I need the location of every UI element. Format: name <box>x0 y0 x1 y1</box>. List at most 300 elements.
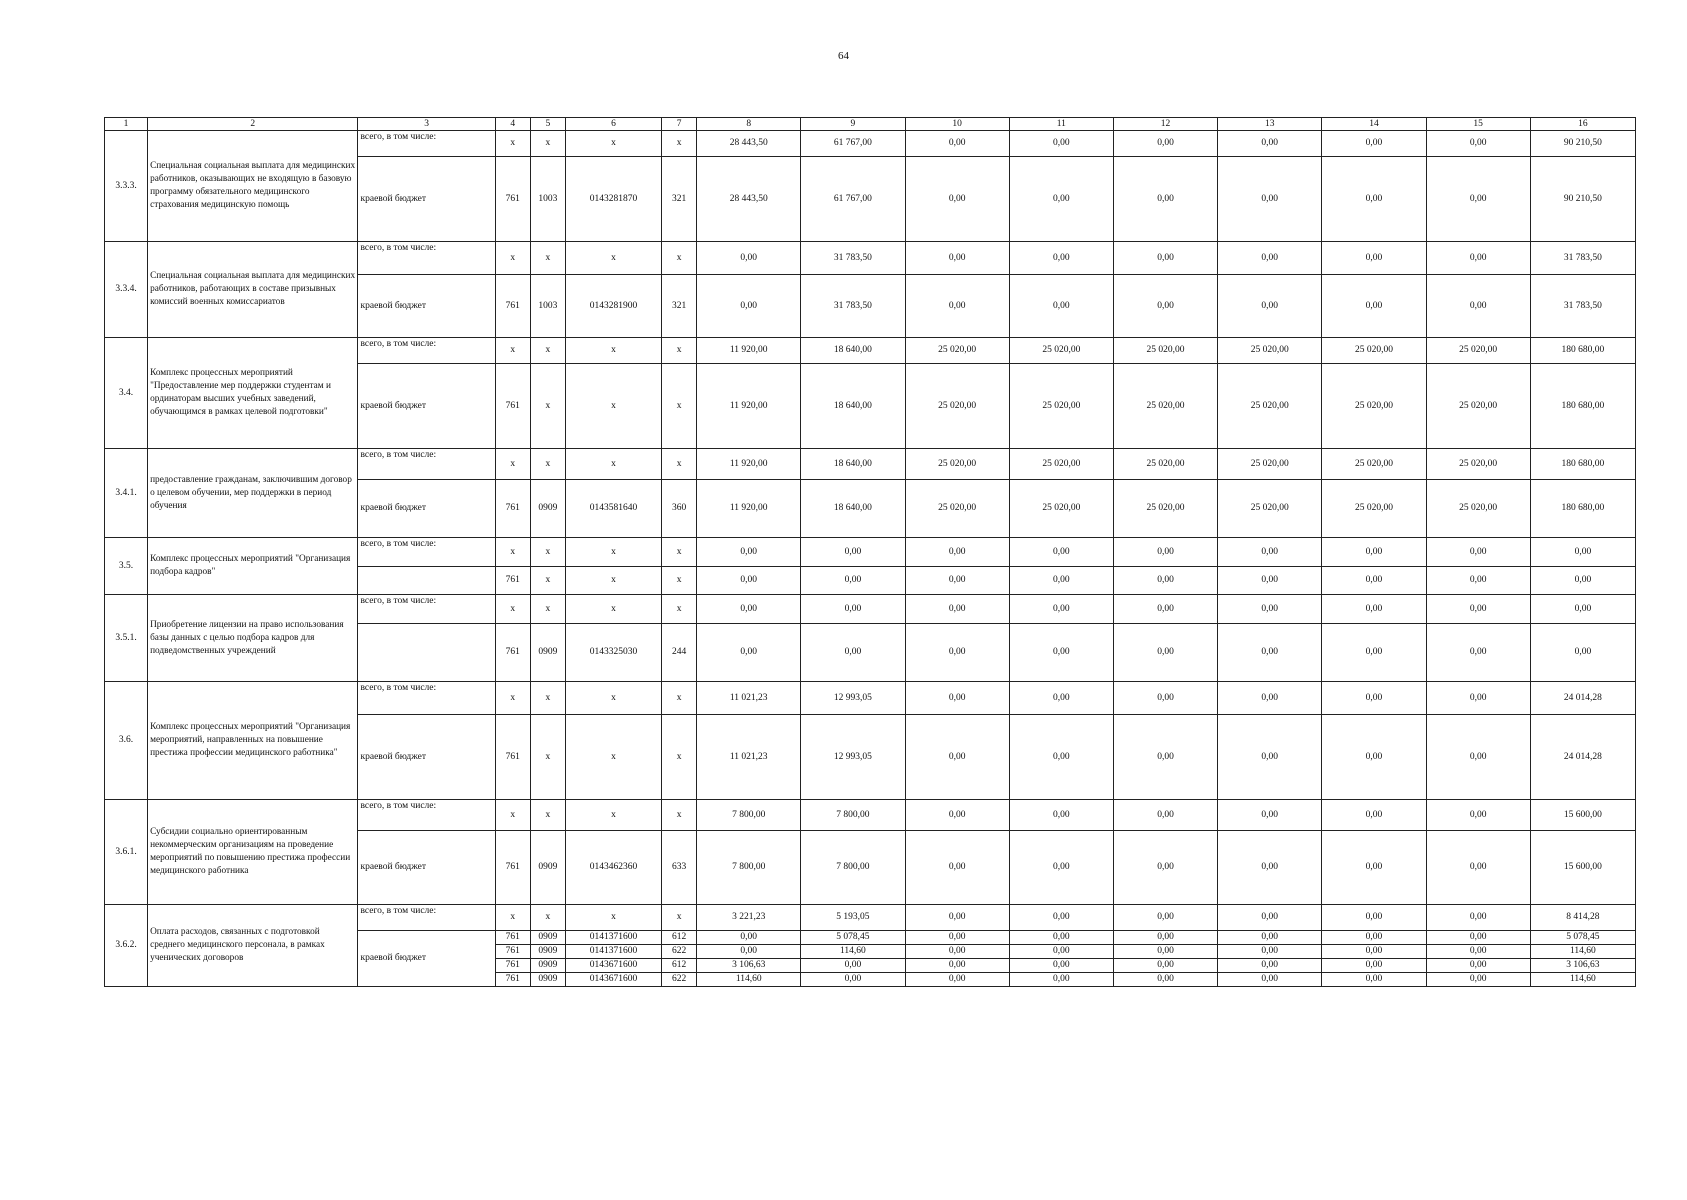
table-cell: 0,00 <box>1009 831 1113 905</box>
table-cell: 7 800,00 <box>801 831 905 905</box>
table-cell: 25 020,00 <box>1426 449 1530 480</box>
table-cell: 11 021,23 <box>697 682 801 715</box>
table-cell: 25 020,00 <box>905 364 1009 449</box>
table-cell: 0,00 <box>905 595 1009 624</box>
table-cell: 5 078,45 <box>1530 931 1635 945</box>
table-cell: 0,00 <box>1426 242 1530 275</box>
table-cell: 28 443,50 <box>697 131 801 157</box>
table-cell: 5 078,45 <box>801 931 905 945</box>
table-cell: 761 <box>495 945 530 959</box>
table-cell: 0,00 <box>1009 595 1113 624</box>
table-cell: 761 <box>495 973 530 987</box>
table-cell: x <box>565 449 661 480</box>
table-cell: 0,00 <box>1322 945 1426 959</box>
column-header-12: 12 <box>1113 118 1217 131</box>
table-cell: 0,00 <box>801 538 905 567</box>
table-cell: 0,00 <box>1322 538 1426 567</box>
funding-source: всего, в том числе: <box>358 242 495 275</box>
table-cell: x <box>662 538 697 567</box>
table-cell: 761 <box>495 624 530 682</box>
table-cell: x <box>565 715 661 800</box>
funding-source: краевой бюджет <box>358 480 495 538</box>
table-cell: 0,00 <box>1009 800 1113 831</box>
table-cell: 0,00 <box>1113 715 1217 800</box>
table-cell: 0,00 <box>1530 538 1635 567</box>
row-name: Субсидии социально ориентированным некоммерческим организациям на проведение мероприятий по повышению престижа профессии медицинского работника <box>148 800 358 905</box>
table-cell: 0,00 <box>1322 131 1426 157</box>
table-cell: 622 <box>662 973 697 987</box>
table-cell: 18 640,00 <box>801 338 905 364</box>
table-cell: 0,00 <box>1009 715 1113 800</box>
table-cell: 28 443,50 <box>697 157 801 242</box>
table-cell: x <box>495 242 530 275</box>
table-cell: 0,00 <box>697 275 801 338</box>
table-cell: 0141371600 <box>565 931 661 945</box>
table-cell: 0,00 <box>1426 831 1530 905</box>
table-cell: 0,00 <box>1426 931 1530 945</box>
table-cell: 5 193,05 <box>801 905 905 931</box>
table-cell: 0143671600 <box>565 959 661 973</box>
table-cell: 0,00 <box>697 595 801 624</box>
column-header-14: 14 <box>1322 118 1426 131</box>
table-cell: 761 <box>495 567 530 595</box>
table-cell: 25 020,00 <box>1218 449 1322 480</box>
table-cell: 0,00 <box>1426 131 1530 157</box>
table-cell: 0,00 <box>697 242 801 275</box>
row-code: 3.5.1. <box>105 595 148 682</box>
table-cell: 31 783,50 <box>1530 242 1635 275</box>
table-cell: 0,00 <box>801 595 905 624</box>
table-cell: 0909 <box>530 945 565 959</box>
table-cell: 0143281900 <box>565 275 661 338</box>
table-cell: 0,00 <box>1426 157 1530 242</box>
table-cell: 0,00 <box>1218 831 1322 905</box>
table-cell: 0,00 <box>905 157 1009 242</box>
table-cell: 24 014,28 <box>1530 682 1635 715</box>
table-cell: 633 <box>662 831 697 905</box>
table-cell: x <box>530 800 565 831</box>
table-cell: 0909 <box>530 959 565 973</box>
table-cell: 25 020,00 <box>1009 338 1113 364</box>
table-cell: x <box>495 449 530 480</box>
table-cell: 0143581640 <box>565 480 661 538</box>
table-cell: x <box>565 567 661 595</box>
row-code: 3.3.3. <box>105 131 148 242</box>
table-cell: 0,00 <box>905 275 1009 338</box>
table-cell: 0,00 <box>1322 973 1426 987</box>
table-cell: 0,00 <box>1218 275 1322 338</box>
table-cell: 0,00 <box>1426 973 1530 987</box>
table-cell: 12 993,05 <box>801 682 905 715</box>
table-row-total <box>105 449 1636 480</box>
table-cell: 0,00 <box>1530 624 1635 682</box>
table-cell: x <box>530 338 565 364</box>
table-cell: 25 020,00 <box>1322 364 1426 449</box>
table-cell: 0,00 <box>1009 959 1113 973</box>
table-cell: 0143462360 <box>565 831 661 905</box>
table-cell: 0,00 <box>1322 800 1426 831</box>
table-cell: 0143671600 <box>565 973 661 987</box>
table-cell: 0,00 <box>905 905 1009 931</box>
table-cell: 0143281870 <box>565 157 661 242</box>
table-cell: 0,00 <box>905 973 1009 987</box>
table-cell: 0,00 <box>905 931 1009 945</box>
table-cell: 0909 <box>530 831 565 905</box>
table-cell: 0141371600 <box>565 945 661 959</box>
table-cell: 0,00 <box>1218 595 1322 624</box>
table-cell: 0,00 <box>801 567 905 595</box>
table-cell: 0,00 <box>801 973 905 987</box>
table-cell: 11 920,00 <box>697 338 801 364</box>
table-cell: 0,00 <box>1426 905 1530 931</box>
table-cell: 0,00 <box>697 567 801 595</box>
table-cell: 25 020,00 <box>1218 338 1322 364</box>
funding-source: всего, в том числе: <box>358 905 495 931</box>
table-cell: 3 221,23 <box>697 905 801 931</box>
table-cell: 0,00 <box>1322 682 1426 715</box>
table-cell: 622 <box>662 945 697 959</box>
table-cell: x <box>662 449 697 480</box>
table-cell: 0,00 <box>905 945 1009 959</box>
table-cell: 8 414,28 <box>1530 905 1635 931</box>
table-cell: x <box>662 905 697 931</box>
funding-source: краевой бюджет <box>358 931 495 987</box>
table-cell: 0,00 <box>1113 275 1217 338</box>
table-cell: 25 020,00 <box>1113 364 1217 449</box>
table-row-total <box>105 905 1636 931</box>
table-cell: 0,00 <box>1426 800 1530 831</box>
table-body <box>105 118 1636 987</box>
table-cell: 0,00 <box>1322 624 1426 682</box>
column-number-header-row <box>105 118 1636 131</box>
table-cell: 0,00 <box>1426 945 1530 959</box>
table-cell: 0,00 <box>905 682 1009 715</box>
funding-source: краевой бюджет <box>358 157 495 242</box>
table-cell: 0,00 <box>1009 275 1113 338</box>
table-cell: 0,00 <box>1218 959 1322 973</box>
column-header-16: 16 <box>1530 118 1635 131</box>
table-cell: 11 021,23 <box>697 715 801 800</box>
table-cell: x <box>565 131 661 157</box>
row-name: Специальная социальная выплата для медицинских работников, оказывающих не входящую в базовую программу обязательного медицинского страхования медицинскую помощь <box>148 131 358 242</box>
table-cell: 0,00 <box>1322 905 1426 931</box>
table-cell: x <box>565 800 661 831</box>
table-cell: 0,00 <box>905 715 1009 800</box>
column-header-5: 5 <box>530 118 565 131</box>
column-header-13: 13 <box>1218 118 1322 131</box>
table-cell: 12 993,05 <box>801 715 905 800</box>
table-cell: 0,00 <box>1113 973 1217 987</box>
table-cell: 0909 <box>530 931 565 945</box>
funding-source: краевой бюджет <box>358 715 495 800</box>
table-cell: 180 680,00 <box>1530 449 1635 480</box>
table-cell: 0,00 <box>1009 624 1113 682</box>
table-cell: 114,60 <box>801 945 905 959</box>
table-cell: 31 783,50 <box>801 275 905 338</box>
column-header-6: 6 <box>565 118 661 131</box>
row-name: Приобретение лицензии на право использования базы данных с целью подбора кадров для подведомственных учреждений <box>148 595 358 682</box>
table-cell: 0909 <box>530 480 565 538</box>
row-name: Специальная социальная выплата для медицинских работников, работающих в составе призывных комиссий военных комиссариатов <box>148 242 358 338</box>
table-cell: 612 <box>662 959 697 973</box>
table-cell: x <box>565 242 661 275</box>
table-cell: 0,00 <box>1009 131 1113 157</box>
table-cell: 761 <box>495 959 530 973</box>
table-cell: 1003 <box>530 157 565 242</box>
table-cell: 0,00 <box>1322 567 1426 595</box>
column-header-11: 11 <box>1009 118 1113 131</box>
table-cell: 24 014,28 <box>1530 715 1635 800</box>
table-cell: 3 106,63 <box>697 959 801 973</box>
table-cell: 90 210,50 <box>1530 131 1635 157</box>
table-row-total <box>105 595 1636 624</box>
funding-source: всего, в том числе: <box>358 449 495 480</box>
table-cell: 25 020,00 <box>1426 364 1530 449</box>
table-cell: x <box>662 567 697 595</box>
table-cell: 0,00 <box>1113 157 1217 242</box>
table-cell: 25 020,00 <box>1113 480 1217 538</box>
row-code: 3.3.4. <box>105 242 148 338</box>
table-cell: 0,00 <box>1218 973 1322 987</box>
table-row-total <box>105 131 1636 157</box>
table-row-total <box>105 682 1636 715</box>
table-cell: 0,00 <box>905 959 1009 973</box>
table-cell: 0,00 <box>1009 538 1113 567</box>
table-cell: x <box>662 338 697 364</box>
table-cell: 0,00 <box>801 959 905 973</box>
table-cell: 25 020,00 <box>1113 338 1217 364</box>
table-cell: 15 600,00 <box>1530 831 1635 905</box>
table-cell: 25 020,00 <box>905 480 1009 538</box>
column-header-10: 10 <box>905 118 1009 131</box>
table-cell: 18 640,00 <box>801 364 905 449</box>
table-cell: 0,00 <box>1009 931 1113 945</box>
table-cell: x <box>530 595 565 624</box>
table-cell: 0,00 <box>1322 595 1426 624</box>
table-cell: 0,00 <box>1113 131 1217 157</box>
table-cell: 0,00 <box>1322 157 1426 242</box>
table-cell: 0909 <box>530 973 565 987</box>
row-code: 3.4.1. <box>105 449 148 538</box>
table-cell: 25 020,00 <box>1322 480 1426 538</box>
table-cell: 0,00 <box>1218 131 1322 157</box>
table-cell: 25 020,00 <box>1218 364 1322 449</box>
table-cell: 0,00 <box>905 242 1009 275</box>
table-cell: 0,00 <box>1113 800 1217 831</box>
table-cell: x <box>495 131 530 157</box>
table-cell: x <box>662 715 697 800</box>
table-cell: 31 783,50 <box>801 242 905 275</box>
table-cell: 25 020,00 <box>1009 449 1113 480</box>
table-cell: x <box>530 242 565 275</box>
table-cell: 0,00 <box>1322 831 1426 905</box>
table-cell: 25 020,00 <box>1009 480 1113 538</box>
table-cell: 0,00 <box>1218 242 1322 275</box>
table-cell: 61 767,00 <box>801 157 905 242</box>
table-cell: 761 <box>495 157 530 242</box>
table-cell: 360 <box>662 480 697 538</box>
table-cell: 761 <box>495 275 530 338</box>
table-cell: 18 640,00 <box>801 449 905 480</box>
column-header-8: 8 <box>697 118 801 131</box>
table-cell: x <box>662 800 697 831</box>
table-cell: 7 800,00 <box>697 800 801 831</box>
funding-source: всего, в том числе: <box>358 595 495 624</box>
table-cell: 0,00 <box>1009 242 1113 275</box>
table-cell: 0,00 <box>1426 682 1530 715</box>
column-header-9: 9 <box>801 118 905 131</box>
funding-source: краевой бюджет <box>358 831 495 905</box>
table-cell: x <box>495 905 530 931</box>
table-cell: 25 020,00 <box>1322 338 1426 364</box>
column-header-1: 1 <box>105 118 148 131</box>
table-cell: x <box>662 131 697 157</box>
table-cell: x <box>565 682 661 715</box>
table-cell: 25 020,00 <box>1426 338 1530 364</box>
table-cell: 0,00 <box>1426 275 1530 338</box>
table-cell: 0,00 <box>1113 931 1217 945</box>
table-cell: 180 680,00 <box>1530 338 1635 364</box>
table-cell: 90 210,50 <box>1530 157 1635 242</box>
table-row-total <box>105 338 1636 364</box>
table-cell: 1003 <box>530 275 565 338</box>
page-number: 64 <box>838 50 849 62</box>
table-cell: 15 600,00 <box>1530 800 1635 831</box>
column-header-7: 7 <box>662 118 697 131</box>
table-cell: 761 <box>495 480 530 538</box>
row-code: 3.6.1. <box>105 800 148 905</box>
table-cell: 0,00 <box>1113 945 1217 959</box>
table-cell: x <box>530 131 565 157</box>
table-cell: 0,00 <box>1426 624 1530 682</box>
table-cell: 3 106,63 <box>1530 959 1635 973</box>
table-cell: 25 020,00 <box>905 338 1009 364</box>
table-cell: 180 680,00 <box>1530 480 1635 538</box>
table-cell: x <box>495 800 530 831</box>
table-cell: 0,00 <box>1218 157 1322 242</box>
table-cell: 321 <box>662 275 697 338</box>
table-cell: 0,00 <box>1426 538 1530 567</box>
row-name: предоставление гражданам, заключившим договор о целевом обучении, мер поддержки в период обучения <box>148 449 358 538</box>
column-header-2: 2 <box>148 118 358 131</box>
table-cell: 761 <box>495 715 530 800</box>
funding-source <box>358 624 495 682</box>
table-cell: 761 <box>495 364 530 449</box>
table-cell: 0,00 <box>1322 959 1426 973</box>
table-cell: 0,00 <box>1218 800 1322 831</box>
table-cell: 0,00 <box>1009 682 1113 715</box>
row-name: Оплата расходов, связанных с подготовкой среднего медицинского персонала, в рамках ученических договоров <box>148 905 358 987</box>
table-cell: 25 020,00 <box>905 449 1009 480</box>
table-cell: 25 020,00 <box>1426 480 1530 538</box>
table-cell: 11 920,00 <box>697 449 801 480</box>
table-cell: x <box>495 595 530 624</box>
table-cell: 761 <box>495 831 530 905</box>
table-cell: 0,00 <box>1530 567 1635 595</box>
table-cell: 61 767,00 <box>801 131 905 157</box>
table-cell: 0,00 <box>1426 959 1530 973</box>
table-cell: 0,00 <box>905 538 1009 567</box>
table-cell: 0,00 <box>1113 905 1217 931</box>
table-cell: 0,00 <box>1009 157 1113 242</box>
table-cell: 25 020,00 <box>1009 364 1113 449</box>
row-name: Комплекс процессных мероприятий "Организация подбора кадров" <box>148 538 358 595</box>
table-cell: x <box>662 682 697 715</box>
table-cell: 0,00 <box>1113 682 1217 715</box>
funding-source: всего, в том числе: <box>358 338 495 364</box>
row-code: 3.6.2. <box>105 905 148 987</box>
row-code: 3.5. <box>105 538 148 595</box>
table-cell: x <box>495 338 530 364</box>
table-cell: 0909 <box>530 624 565 682</box>
column-header-3: 3 <box>358 118 495 131</box>
table-cell: 0,00 <box>905 624 1009 682</box>
table-cell: x <box>530 449 565 480</box>
funding-source: всего, в том числе: <box>358 800 495 831</box>
table-cell: 0,00 <box>697 945 801 959</box>
table-cell: 0,00 <box>1009 567 1113 595</box>
table-cell: x <box>530 682 565 715</box>
table-row-total <box>105 538 1636 567</box>
table-cell: 0,00 <box>1530 595 1635 624</box>
table-cell: x <box>565 338 661 364</box>
table-cell: x <box>662 242 697 275</box>
table-cell: 0,00 <box>1113 624 1217 682</box>
table-cell: 612 <box>662 931 697 945</box>
table-row-total <box>105 800 1636 831</box>
table-cell: 25 020,00 <box>1322 449 1426 480</box>
table-cell: 0,00 <box>1218 715 1322 800</box>
table-cell: 0,00 <box>1113 831 1217 905</box>
row-code: 3.6. <box>105 682 148 800</box>
table-cell: 0,00 <box>1426 715 1530 800</box>
table-cell: 0,00 <box>1218 567 1322 595</box>
table-cell: 0,00 <box>1218 931 1322 945</box>
table-cell: 11 920,00 <box>697 364 801 449</box>
table-cell: 321 <box>662 157 697 242</box>
table-cell: x <box>565 905 661 931</box>
table-cell: 0,00 <box>905 567 1009 595</box>
table-cell: x <box>565 538 661 567</box>
table-cell: x <box>530 538 565 567</box>
table-cell: x <box>495 538 530 567</box>
table-cell: 11 920,00 <box>697 480 801 538</box>
table-cell: 0,00 <box>1113 538 1217 567</box>
table-cell: 0,00 <box>801 624 905 682</box>
table-cell: x <box>530 364 565 449</box>
table-cell: 7 800,00 <box>697 831 801 905</box>
row-code: 3.4. <box>105 338 148 449</box>
table-cell: x <box>565 364 661 449</box>
table-cell: 0,00 <box>697 538 801 567</box>
funding-source: всего, в том числе: <box>358 538 495 567</box>
table-cell: 0,00 <box>1218 905 1322 931</box>
table-cell: 0,00 <box>1218 538 1322 567</box>
table-cell: 761 <box>495 931 530 945</box>
funding-source: всего, в том числе: <box>358 682 495 715</box>
table-cell: 25 020,00 <box>1113 449 1217 480</box>
table-cell: 0,00 <box>1113 567 1217 595</box>
table-cell: 0,00 <box>1426 567 1530 595</box>
table-cell: 0,00 <box>905 831 1009 905</box>
column-header-4: 4 <box>495 118 530 131</box>
table-cell: 114,60 <box>1530 945 1635 959</box>
row-name: Комплекс процессных мероприятий "Организация мероприятий, направленных на повышение престижа профессии медицинского работника" <box>148 682 358 800</box>
funding-source: всего, в том числе: <box>358 131 495 157</box>
table-cell: 114,60 <box>697 973 801 987</box>
table-cell: 0,00 <box>1113 959 1217 973</box>
table-cell: 0,00 <box>1322 242 1426 275</box>
